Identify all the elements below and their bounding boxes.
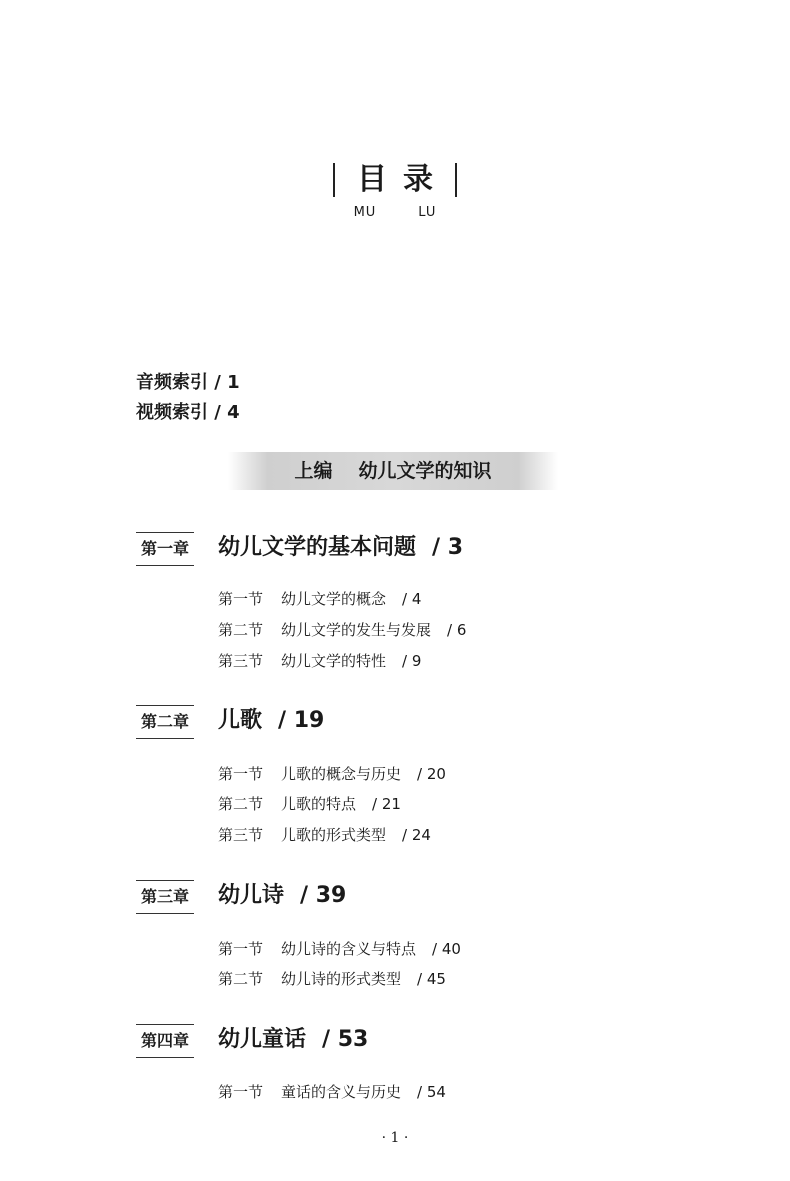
section-label: 第二节 bbox=[218, 970, 264, 988]
chapter-title bbox=[218, 878, 346, 909]
part-banner bbox=[228, 452, 558, 490]
section-page: / 9 bbox=[402, 652, 422, 670]
section-3-2[interactable] bbox=[218, 968, 446, 989]
section-title: 幼儿诗的形式类型 bbox=[281, 970, 402, 988]
section-page: / 45 bbox=[417, 970, 446, 988]
chapter-label: 第四章 bbox=[136, 1024, 194, 1058]
section-title: 儿歌的概念与历史 bbox=[281, 765, 402, 783]
page-subtitle bbox=[0, 205, 790, 220]
section-1-1[interactable] bbox=[218, 588, 421, 609]
section-label: 第二节 bbox=[218, 795, 264, 813]
page-title: 目录 bbox=[357, 162, 449, 197]
section-page: / 6 bbox=[447, 621, 467, 639]
section-label: 第一节 bbox=[218, 590, 264, 608]
chapter-title bbox=[218, 530, 463, 561]
section-label: 第一节 bbox=[218, 940, 264, 958]
section-title: 幼儿诗的含义与特点 bbox=[281, 940, 417, 958]
video-index-link[interactable]: 视频索引 / 4 bbox=[136, 402, 240, 423]
section-label: 第三节 bbox=[218, 826, 264, 844]
part-name: 上编 bbox=[294, 460, 333, 482]
section-3-1[interactable] bbox=[218, 938, 461, 959]
subtitle-right: LU bbox=[418, 205, 437, 220]
chapter-title bbox=[218, 703, 324, 734]
section-label: 第一节 bbox=[218, 765, 264, 783]
subtitle-left: MU bbox=[353, 205, 377, 220]
chapter-page: / 39 bbox=[300, 883, 347, 908]
audio-index-link[interactable]: 音频索引 / 1 bbox=[136, 372, 240, 393]
section-label: 第二节 bbox=[218, 621, 264, 639]
section-title: 童话的含义与历史 bbox=[281, 1083, 402, 1101]
section-title: 儿歌的特点 bbox=[281, 795, 357, 813]
title-right-rule bbox=[455, 163, 457, 197]
section-page: / 40 bbox=[432, 940, 461, 958]
chapter-title-text: 幼儿童话 bbox=[218, 1027, 307, 1052]
section-label: 第三节 bbox=[218, 652, 264, 670]
section-2-1[interactable] bbox=[218, 763, 446, 784]
part-title: 幼儿文学的知识 bbox=[358, 460, 492, 482]
section-page: / 54 bbox=[417, 1083, 446, 1101]
chapter-page: / 53 bbox=[322, 1027, 369, 1052]
section-page: / 20 bbox=[417, 765, 446, 783]
section-label: 第一节 bbox=[218, 1083, 264, 1101]
chapter-label: 第一章 bbox=[136, 532, 194, 566]
chapter-title-text: 幼儿文学的基本问题 bbox=[218, 535, 417, 560]
chapter-page: / 3 bbox=[432, 535, 464, 560]
section-1-2[interactable] bbox=[218, 619, 466, 640]
chapter-page: / 19 bbox=[278, 708, 325, 733]
chapter-label: 第三章 bbox=[136, 880, 194, 914]
section-4-1[interactable] bbox=[218, 1081, 446, 1102]
page-number: · 1 · bbox=[381, 1130, 409, 1146]
section-page: / 21 bbox=[372, 795, 401, 813]
section-page: / 24 bbox=[402, 826, 431, 844]
section-page: / 4 bbox=[402, 590, 422, 608]
section-2-3[interactable] bbox=[218, 824, 431, 845]
chapter-title-text: 幼儿诗 bbox=[218, 883, 285, 908]
chapter-title bbox=[218, 1022, 368, 1053]
title-block bbox=[0, 160, 790, 201]
section-title: 儿歌的形式类型 bbox=[281, 826, 387, 844]
section-title: 幼儿文学的发生与发展 bbox=[281, 621, 432, 639]
section-title: 幼儿文学的特性 bbox=[281, 652, 387, 670]
chapter-title-text: 儿歌 bbox=[218, 708, 263, 733]
chapter-label: 第二章 bbox=[136, 705, 194, 739]
section-title: 幼儿文学的概念 bbox=[281, 590, 387, 608]
section-1-3[interactable] bbox=[218, 650, 421, 671]
section-2-2[interactable] bbox=[218, 793, 401, 814]
